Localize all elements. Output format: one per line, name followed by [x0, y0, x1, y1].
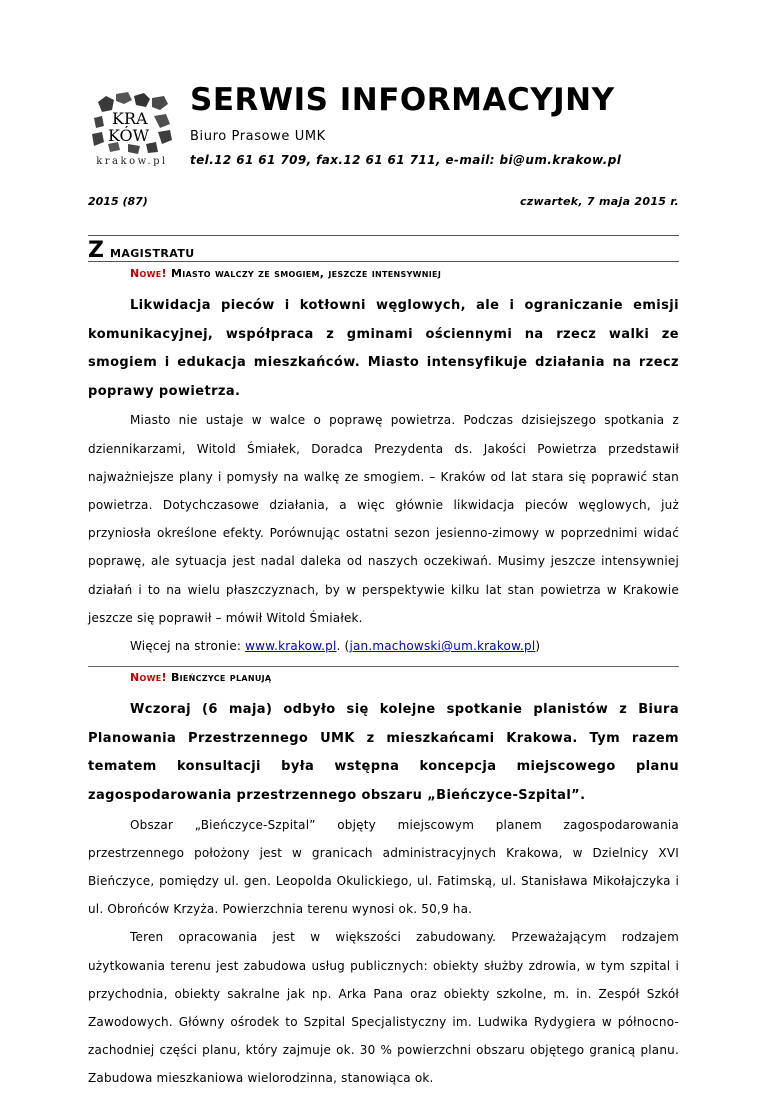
more-suffix: ) [535, 639, 541, 653]
article-paragraph: Obszar „Bieńczyce-Szpital” objęty miejscowym planem zagospodarowania przestrzennego położony jest w granicach administracyjnych Krakowa, w Dzielnicy XVI Bieńczyce, pomiędzy ul. gen. Leopolda Okulickiego, ul. Fatimską, ul. Stanisława Mikołajczyka i ul. Obrońców Krzyża. Powierzchnia terenu wynosi ok. 50,9 ha. [88, 817, 679, 917]
article-smog [88, 263, 679, 660]
more-prefix: Więcej na stronie: [130, 639, 246, 653]
section-heading-rest: magistratu [104, 243, 195, 261]
article-paragraph: Teren opracowania jest w większości zabudowany. Przeważającym rodzajem użytkowania terenu jest zabudowa usług publicznych: obiekty służby zdrowia, w tym szpital i przychodnia, obiekty sakralne jak np. Arka Pana oraz obiekty szkolne, m. in. Zespół Szkół Zawodowych. Główny ośrodek to Szpital Specjalistyczny im. Ludwika Rydygiera w północno-zachodniej części planu, który zajmuje ok. 30 % powierzchni obszaru objętego granicą planu. Zabudowa mieszkaniowa wielorodzinna, stanowiąca ok. [88, 930, 679, 1086]
articles-content [88, 263, 679, 1093]
contact-line: tel.12 61 61 709, fax.12 61 61 711, e-mail: bi@um.krakow.pl [190, 153, 622, 167]
logo-caption: krakow.pl [96, 156, 168, 167]
section-top-divider [88, 235, 679, 236]
issue-date: czwartek, 7 maja 2015 r. [519, 195, 679, 208]
subtitle: Biuro Prasowe UMK [190, 129, 326, 144]
section-heading [88, 238, 195, 263]
article-lead: Wczoraj (6 maja) odbyło się kolejne spotkanie planistów z Biura Planowania Przestrzennego UMK z mieszkańcami Krakowa. Tym razem tematem konsultacji była wstępna koncepcja miejscowego planu zagospodarowania przestrzennego obszaru „Bieńczyce-Szpital”. [88, 702, 679, 803]
krakow-logo [88, 90, 176, 172]
article-more-line [88, 632, 679, 660]
more-mid: . ( [336, 639, 350, 653]
article-title: Miasto walczy ze smogiem, jeszcze intensywniej [166, 267, 442, 280]
article-paragraph: Miasto nie ustaje w walce o poprawę powietrza. Podczas dzisiejszego spotkania z dziennikarzami, Witold Śmiałek, Doradca Prezydenta ds. Jakości Powietrza przedstawił najważniejsze plany i pomysły na walkę ze smogiem. – Kraków od lat stara się poprawić stan powietrza. Dotychczasowe działania, a więc głównie likwidacja pieców węglowych, już przyniosła określone efekty. Porównując ostatni sezon jesienno-zimowy w poprzednimi widać poprawę, ale sytuacja jest nadal daleka od naszych oczekiwań. Musimy jeszcze intensywniej działań i to na wielu płaszczyznach, by w perspektywie kilku lat stan powietrza w Krakowie jeszcze się poprawił – mówił Witold Śmiałek. [88, 413, 679, 625]
logo-text-bottom: KÓW [108, 126, 150, 145]
new-label: Nowe! [130, 267, 167, 280]
article-heading [130, 263, 679, 292]
website-link[interactable]: www.krakow.pl [245, 639, 337, 653]
article-lead: Likwidacja pieców i kotłowni węglowych, ale i ograniczanie emisji komunikacyjnej, współpraca z gminami ościennymi na rzecz walki ze smogiem i edukacja mieszkańców. Miasto intensyfikuje działania na rzecz poprawy powietrza. [88, 298, 679, 399]
article-title: Bieńczyce planują [166, 671, 272, 685]
logo-text-top: KRA [112, 109, 148, 128]
section-heading-initial: Z [88, 238, 105, 263]
author-email-link[interactable]: jan.machowski@um.krakow.pl [349, 639, 536, 653]
section-bottom-divider [88, 261, 679, 262]
issue-number: 2015 (87) [88, 195, 148, 208]
page-title: SERWIS INFORMACYJNY [190, 82, 615, 118]
article-heading [130, 667, 679, 696]
article-bienczyce [88, 666, 679, 1092]
new-label: Nowe! [130, 671, 167, 685]
krakow-logo-mark [88, 90, 176, 156]
